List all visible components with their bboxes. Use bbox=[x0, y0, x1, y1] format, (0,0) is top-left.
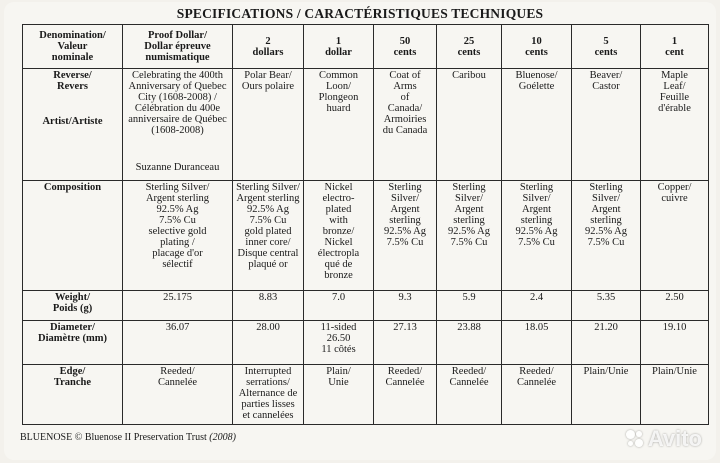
cell-line: cents bbox=[457, 46, 481, 58]
table-cell bbox=[374, 181, 437, 291]
cell-line: Sterling Silver/ bbox=[145, 182, 210, 193]
cell-line: Revers bbox=[57, 81, 88, 92]
table-cell bbox=[641, 365, 709, 425]
table-row-weight bbox=[23, 291, 709, 321]
specifications-table bbox=[22, 24, 709, 425]
table-row-diameter bbox=[23, 321, 709, 365]
cell-line: 21.20 bbox=[594, 322, 618, 333]
cell-line: Ours polaire bbox=[241, 81, 295, 92]
cell-line: electro- bbox=[322, 193, 355, 204]
table-cell bbox=[572, 321, 641, 365]
cell-line: 2 bbox=[265, 35, 271, 47]
cell-line: Célébration du 400e bbox=[134, 103, 221, 114]
cell-line: 7.0 bbox=[331, 292, 346, 303]
cell-line: Argent bbox=[390, 204, 420, 215]
cell-line: cents bbox=[594, 46, 618, 58]
cell-line: Sterling bbox=[388, 182, 422, 193]
cell-line: dollars bbox=[252, 46, 284, 58]
cell-line: 27.13 bbox=[393, 322, 417, 333]
table-cell bbox=[641, 291, 709, 321]
cell-line: 19.10 bbox=[662, 322, 687, 333]
cell-line: 25.175 bbox=[163, 292, 192, 303]
cell-line: Argent sterling bbox=[145, 193, 210, 204]
cell-line: 23.88 bbox=[457, 322, 481, 333]
cell-line: Reeded/ bbox=[451, 366, 487, 377]
table-cell bbox=[123, 365, 233, 425]
cell-line: huard bbox=[326, 103, 351, 114]
cell-line: Beaver/ bbox=[589, 70, 623, 81]
cell-line: Cannelée bbox=[157, 377, 198, 388]
cell-line: Cannelée bbox=[516, 377, 557, 388]
cell-line: Dollar épreuve bbox=[144, 41, 211, 52]
table-cell bbox=[374, 69, 437, 181]
cell-line: Sterling Silver/ bbox=[236, 182, 300, 193]
cell-line: Poids (g) bbox=[52, 303, 93, 314]
cell-line: Leaf/ bbox=[663, 81, 686, 92]
cell-line: (1608-2008) bbox=[151, 125, 204, 136]
cell-line: 36.07 bbox=[165, 322, 190, 333]
cell-line: Proof Dollar/ bbox=[147, 30, 207, 41]
cell-line: Cannelée bbox=[449, 377, 489, 388]
cell-line: 5.35 bbox=[596, 292, 616, 303]
cell-line: 5 bbox=[603, 35, 609, 47]
table-cell bbox=[437, 291, 502, 321]
cell-line: 1 bbox=[335, 35, 342, 47]
table-cell bbox=[502, 365, 572, 425]
cell-line: numismatique bbox=[145, 52, 210, 63]
cell-line: bronze/ bbox=[322, 226, 355, 237]
cell-line: et cannelées bbox=[242, 410, 294, 421]
cell-line: Silver/ bbox=[391, 193, 419, 204]
cell-line: 7.5% Cu bbox=[159, 215, 196, 226]
cell-line: cent bbox=[665, 46, 684, 58]
cell-line: 50 bbox=[399, 35, 411, 47]
watermark-text: Avito bbox=[647, 426, 702, 451]
cell-line: sterling bbox=[389, 215, 421, 226]
cell-line: of bbox=[400, 92, 410, 103]
cell-line: 11-sided bbox=[320, 322, 357, 333]
cell-line: Loon/ bbox=[325, 81, 352, 92]
cell-line: anniversaire de Québec bbox=[128, 114, 227, 125]
table-cell bbox=[304, 291, 374, 321]
column-header bbox=[304, 25, 374, 69]
table-cell bbox=[502, 321, 572, 365]
table-cell bbox=[374, 321, 437, 365]
spec-card bbox=[4, 2, 716, 460]
cell-line: Sterling bbox=[519, 182, 554, 193]
cell-line: 92.5% Ag bbox=[156, 204, 199, 215]
cell-line: Plain/Unie bbox=[652, 366, 697, 377]
footer-year: (2008) bbox=[209, 432, 236, 443]
cell-line: Copper/ bbox=[657, 182, 692, 193]
row-label-composition bbox=[23, 181, 123, 291]
cell-line: 92.5% Ag bbox=[585, 226, 627, 237]
cell-line: plating / bbox=[160, 237, 195, 248]
cell-line: 7.5% Cu bbox=[518, 237, 555, 248]
cell-line: 28.00 bbox=[256, 322, 280, 333]
cell-line: Sterling bbox=[589, 182, 623, 193]
cell-line: 10 bbox=[531, 35, 542, 47]
cell-line: Polar Bear/ bbox=[244, 70, 292, 81]
row-label-reverse bbox=[23, 69, 123, 181]
table-cell bbox=[233, 291, 304, 321]
cell-line: Celebrating the 400th bbox=[132, 70, 223, 81]
column-header bbox=[123, 25, 233, 69]
cell-line: Argent bbox=[591, 204, 621, 215]
cell-line: Argent bbox=[454, 204, 484, 215]
cell-line: 5.9 bbox=[462, 292, 476, 303]
cell-line: Diameter/ bbox=[50, 322, 95, 333]
cell-line: Denomination/ bbox=[39, 30, 106, 41]
cell-line: Plongeon bbox=[318, 92, 359, 103]
cell-line: Plain/ bbox=[326, 366, 351, 377]
cell-line: Tranche bbox=[53, 377, 92, 388]
cell-line: 11 côtés bbox=[321, 344, 356, 355]
cell-line: sterling bbox=[453, 215, 485, 226]
column-header bbox=[502, 25, 572, 69]
avito-logo-icon bbox=[626, 430, 644, 448]
column-header bbox=[437, 25, 502, 69]
table-cell bbox=[374, 365, 437, 425]
cell-line: gold plated bbox=[244, 226, 292, 237]
cell-line: sterling bbox=[590, 215, 622, 226]
table-cell bbox=[641, 69, 709, 181]
cell-line: Cannelée bbox=[385, 377, 425, 388]
denomination-header bbox=[23, 25, 123, 69]
table-cell bbox=[502, 69, 572, 181]
cell-line: Silver/ bbox=[455, 193, 483, 204]
cell-line: 7.5% Cu bbox=[386, 237, 424, 248]
cell-line: Feuille bbox=[659, 92, 690, 103]
cell-line: Edge/ bbox=[59, 366, 86, 377]
column-header bbox=[374, 25, 437, 69]
reverse-label bbox=[25, 70, 120, 92]
cell-line: qué de bbox=[324, 259, 353, 270]
cell-line: Composition bbox=[43, 182, 102, 193]
cell-line: Canada/ bbox=[387, 103, 423, 114]
cell-line: Nickel bbox=[324, 182, 353, 193]
cell-line: Coat of bbox=[389, 70, 421, 81]
cell-line: Argent bbox=[522, 204, 551, 215]
table-cell bbox=[437, 365, 502, 425]
table-cell bbox=[233, 181, 304, 291]
row-label-diameter bbox=[23, 321, 123, 365]
table-cell bbox=[641, 181, 709, 291]
cell-line: 92.5% Ag bbox=[384, 226, 426, 237]
cell-line: Silver/ bbox=[592, 193, 620, 204]
footer-text: BLUENOSE © Bluenose II Preservation Trust bbox=[20, 432, 207, 443]
cell-line: Caribou bbox=[452, 70, 486, 81]
cell-line: parties lisses bbox=[241, 399, 295, 410]
avito-watermark bbox=[626, 426, 702, 452]
reverse-value bbox=[125, 70, 230, 136]
cell-line: Silver/ bbox=[522, 193, 551, 204]
artist-label: Artist/Artiste bbox=[42, 116, 103, 127]
table-cell bbox=[123, 321, 233, 365]
table-cell bbox=[437, 181, 502, 291]
cell-line: Common bbox=[318, 70, 359, 81]
cell-line: Reeded/ bbox=[519, 366, 554, 377]
cell-line: sterling bbox=[520, 215, 553, 226]
cell-line: Reeded/ bbox=[160, 366, 195, 377]
table-row-edge bbox=[23, 365, 709, 425]
cell-line: Arms bbox=[393, 81, 417, 92]
cell-line: bronze bbox=[324, 270, 353, 281]
table-cell bbox=[233, 365, 304, 425]
cell-line: 92.5% Ag bbox=[515, 226, 558, 237]
cell-line: 2.4 bbox=[529, 292, 544, 303]
table-cell bbox=[304, 365, 374, 425]
cell-line: 7.5% Cu bbox=[587, 237, 625, 248]
cell-line: Argent sterling bbox=[236, 193, 300, 204]
cell-line: 18.05 bbox=[524, 322, 549, 333]
cell-line: cuivre bbox=[661, 193, 688, 204]
table-cell bbox=[572, 69, 641, 181]
table-cell bbox=[304, 69, 374, 181]
row-label-weight bbox=[23, 291, 123, 321]
cell-line: cents bbox=[525, 46, 548, 58]
table-cell bbox=[304, 181, 374, 291]
footer-credit bbox=[20, 432, 236, 443]
table-row-reverse bbox=[23, 69, 709, 181]
cell-line: du Canada bbox=[382, 125, 428, 136]
cell-line: Alternance de bbox=[238, 388, 298, 399]
table-cell bbox=[123, 69, 233, 181]
table-cell bbox=[572, 365, 641, 425]
cell-line: dollar bbox=[325, 46, 352, 58]
cell-line: électropla bbox=[317, 248, 360, 259]
cell-line: 2.50 bbox=[665, 292, 684, 303]
cell-line: Reverse/ bbox=[53, 70, 92, 81]
cell-line: 26.50 bbox=[326, 333, 351, 344]
artist-value: Suzanne Duranceau bbox=[135, 162, 220, 173]
cell-line: Armoiries bbox=[383, 114, 427, 125]
cell-line: nominale bbox=[51, 52, 94, 63]
column-header bbox=[572, 25, 641, 69]
column-header bbox=[233, 25, 304, 69]
cell-line: d'érable bbox=[658, 103, 691, 114]
table-cell bbox=[233, 321, 304, 365]
cell-line: plaqué or bbox=[248, 259, 288, 270]
cell-line: 7.5% Cu bbox=[450, 237, 488, 248]
table-cell bbox=[374, 291, 437, 321]
cell-line: Anniversary of Quebec bbox=[128, 81, 227, 92]
table-row-composition bbox=[23, 181, 709, 291]
cell-line: Unie bbox=[328, 377, 349, 388]
table-cell bbox=[641, 321, 709, 365]
cell-line: Diamètre (mm) bbox=[38, 333, 107, 344]
cell-line: Castor bbox=[592, 81, 620, 92]
cell-line: Plain/Unie bbox=[583, 366, 629, 377]
table-cell bbox=[572, 181, 641, 291]
cell-line: with bbox=[329, 215, 348, 226]
cell-line: Nickel bbox=[324, 237, 353, 248]
cell-line: 92.5% Ag bbox=[448, 226, 490, 237]
header-row bbox=[23, 25, 709, 69]
row-label-edge bbox=[23, 365, 123, 425]
table-cell bbox=[123, 181, 233, 291]
cell-line: Maple bbox=[661, 70, 688, 81]
cell-line: placage d'or bbox=[152, 248, 203, 259]
cell-line: cents bbox=[393, 46, 417, 58]
table-cell bbox=[572, 291, 641, 321]
cell-line: 92.5% Ag bbox=[247, 204, 289, 215]
table-cell bbox=[437, 69, 502, 181]
cell-line: Weight/ bbox=[54, 292, 90, 303]
table-cell bbox=[502, 181, 572, 291]
cell-line: selective gold bbox=[148, 226, 207, 237]
table-cell bbox=[304, 321, 374, 365]
cell-line: Valeur bbox=[57, 41, 88, 52]
cell-line: 25 bbox=[463, 35, 475, 47]
cell-line: Goélette bbox=[518, 81, 555, 92]
cell-line: 9.3 bbox=[398, 292, 412, 303]
page-title: SPECIFICATIONS / CARACTÉRISTIQUES TECHNIQUES bbox=[176, 6, 544, 21]
cell-line: 1 bbox=[671, 35, 678, 47]
cell-line: Sterling bbox=[452, 182, 486, 193]
table-cell bbox=[233, 69, 304, 181]
cell-line: 7.5% Cu bbox=[249, 215, 287, 226]
table-cell bbox=[502, 291, 572, 321]
cell-line: Bluenose/ bbox=[515, 70, 558, 81]
cell-line: Interrupted bbox=[244, 366, 292, 377]
cell-line: inner core/ bbox=[245, 237, 291, 248]
cell-line: sélectif bbox=[162, 259, 193, 270]
table-cell bbox=[123, 291, 233, 321]
cell-line: plated bbox=[325, 204, 352, 215]
cell-line: 8.83 bbox=[258, 292, 278, 303]
cell-line: Reeded/ bbox=[387, 366, 423, 377]
column-header bbox=[641, 25, 709, 69]
cell-line: serrations/ bbox=[246, 377, 290, 388]
cell-line: City (1608-2008) / bbox=[138, 92, 217, 103]
table-cell bbox=[437, 321, 502, 365]
cell-line: Disque central bbox=[237, 248, 299, 259]
